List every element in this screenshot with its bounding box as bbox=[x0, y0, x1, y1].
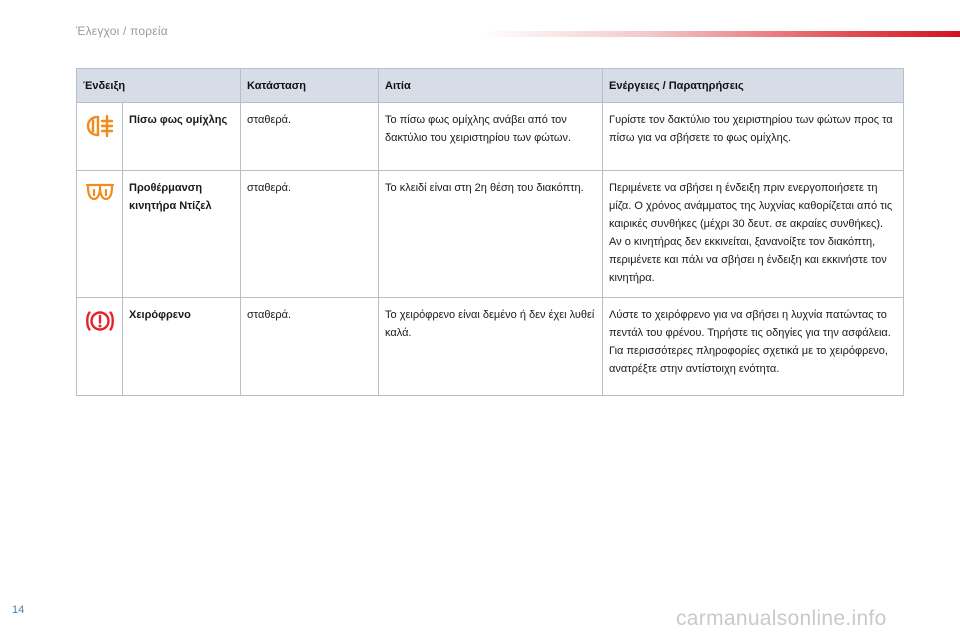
indicator-state: σταθερά. bbox=[241, 298, 379, 396]
indicator-icon-cell bbox=[77, 103, 123, 171]
column-header-indicator: Ένδειξη bbox=[77, 69, 241, 103]
indicator-actions: Γυρίστε τον δακτύλιο του χειριστηρίου των φώτων προς τα πίσω για να σβήσετε το φως ομίχλης. bbox=[603, 103, 904, 171]
table-row bbox=[77, 171, 904, 298]
table-row bbox=[77, 298, 904, 396]
column-header-cause: Αιτία bbox=[379, 69, 603, 103]
indicator-icon-cell bbox=[77, 171, 123, 298]
diesel-glow-plug-icon bbox=[85, 181, 115, 209]
handbrake-warning-icon bbox=[84, 308, 116, 340]
indicator-cause: Το χειρόφρενο είναι δεμένο ή δεν έχει λυθεί καλά. bbox=[379, 298, 603, 396]
indicator-icon-cell bbox=[77, 298, 123, 396]
header-accent-bar bbox=[480, 31, 960, 37]
watermark: carmanualsonline.info bbox=[676, 607, 887, 630]
indicator-name: Πίσω φως ομίχλης bbox=[123, 103, 241, 171]
rear-fog-lamp-icon bbox=[85, 113, 115, 145]
indicator-name: Προθέρμανση κινητήρα Ντίζελ bbox=[123, 171, 241, 298]
indicator-name: Χειρόφρενο bbox=[123, 298, 241, 396]
indicator-cause: Το κλειδί είναι στη 2η θέση του διακόπτη. bbox=[379, 171, 603, 298]
indicator-cause: Το πίσω φως ομίχλης ανάβει από τον δακτύλιο του χειριστηρίου των φώτων. bbox=[379, 103, 603, 171]
table-header-row bbox=[77, 69, 904, 103]
indicator-actions: Λύστε το χειρόφρενο για να σβήσει η λυχνία πατώντας το πεντάλ του φρένου. Τηρήστε τις οδηγίες για την ασφάλεια. Για περισσότερες πληροφορίες σχετικά με το χειρόφρενο, ανατρέξτε στην αντίστοιχη ενότητα. bbox=[603, 298, 904, 396]
column-header-state: Κατάσταση bbox=[241, 69, 379, 103]
table-row bbox=[77, 103, 904, 171]
section-title: Έλεγχοι / πορεία bbox=[76, 24, 168, 38]
page-number: 14 bbox=[12, 604, 25, 616]
warning-lamps-table bbox=[76, 68, 904, 396]
indicator-state: σταθερά. bbox=[241, 103, 379, 171]
indicator-state: σταθερά. bbox=[241, 171, 379, 298]
column-header-actions: Ενέργειες / Παρατηρήσεις bbox=[603, 69, 904, 103]
indicator-actions: Περιμένετε να σβήσει η ένδειξη πριν ενεργοποιήσετε τη μίζα. Ο χρόνος ανάμματος της λυχνίας καθορίζεται από τις καιρικές συνθήκες (μέχρι 30 δευτ. σε ακραίες συνθήκες). Αν ο κινητήρας δεν εκκινείται, ξανανοίξτε τον διακόπτη, περιμένετε και πάλι να σβήσει η ένδειξη και εκκινήστε τον κινητήρα. bbox=[603, 171, 904, 298]
